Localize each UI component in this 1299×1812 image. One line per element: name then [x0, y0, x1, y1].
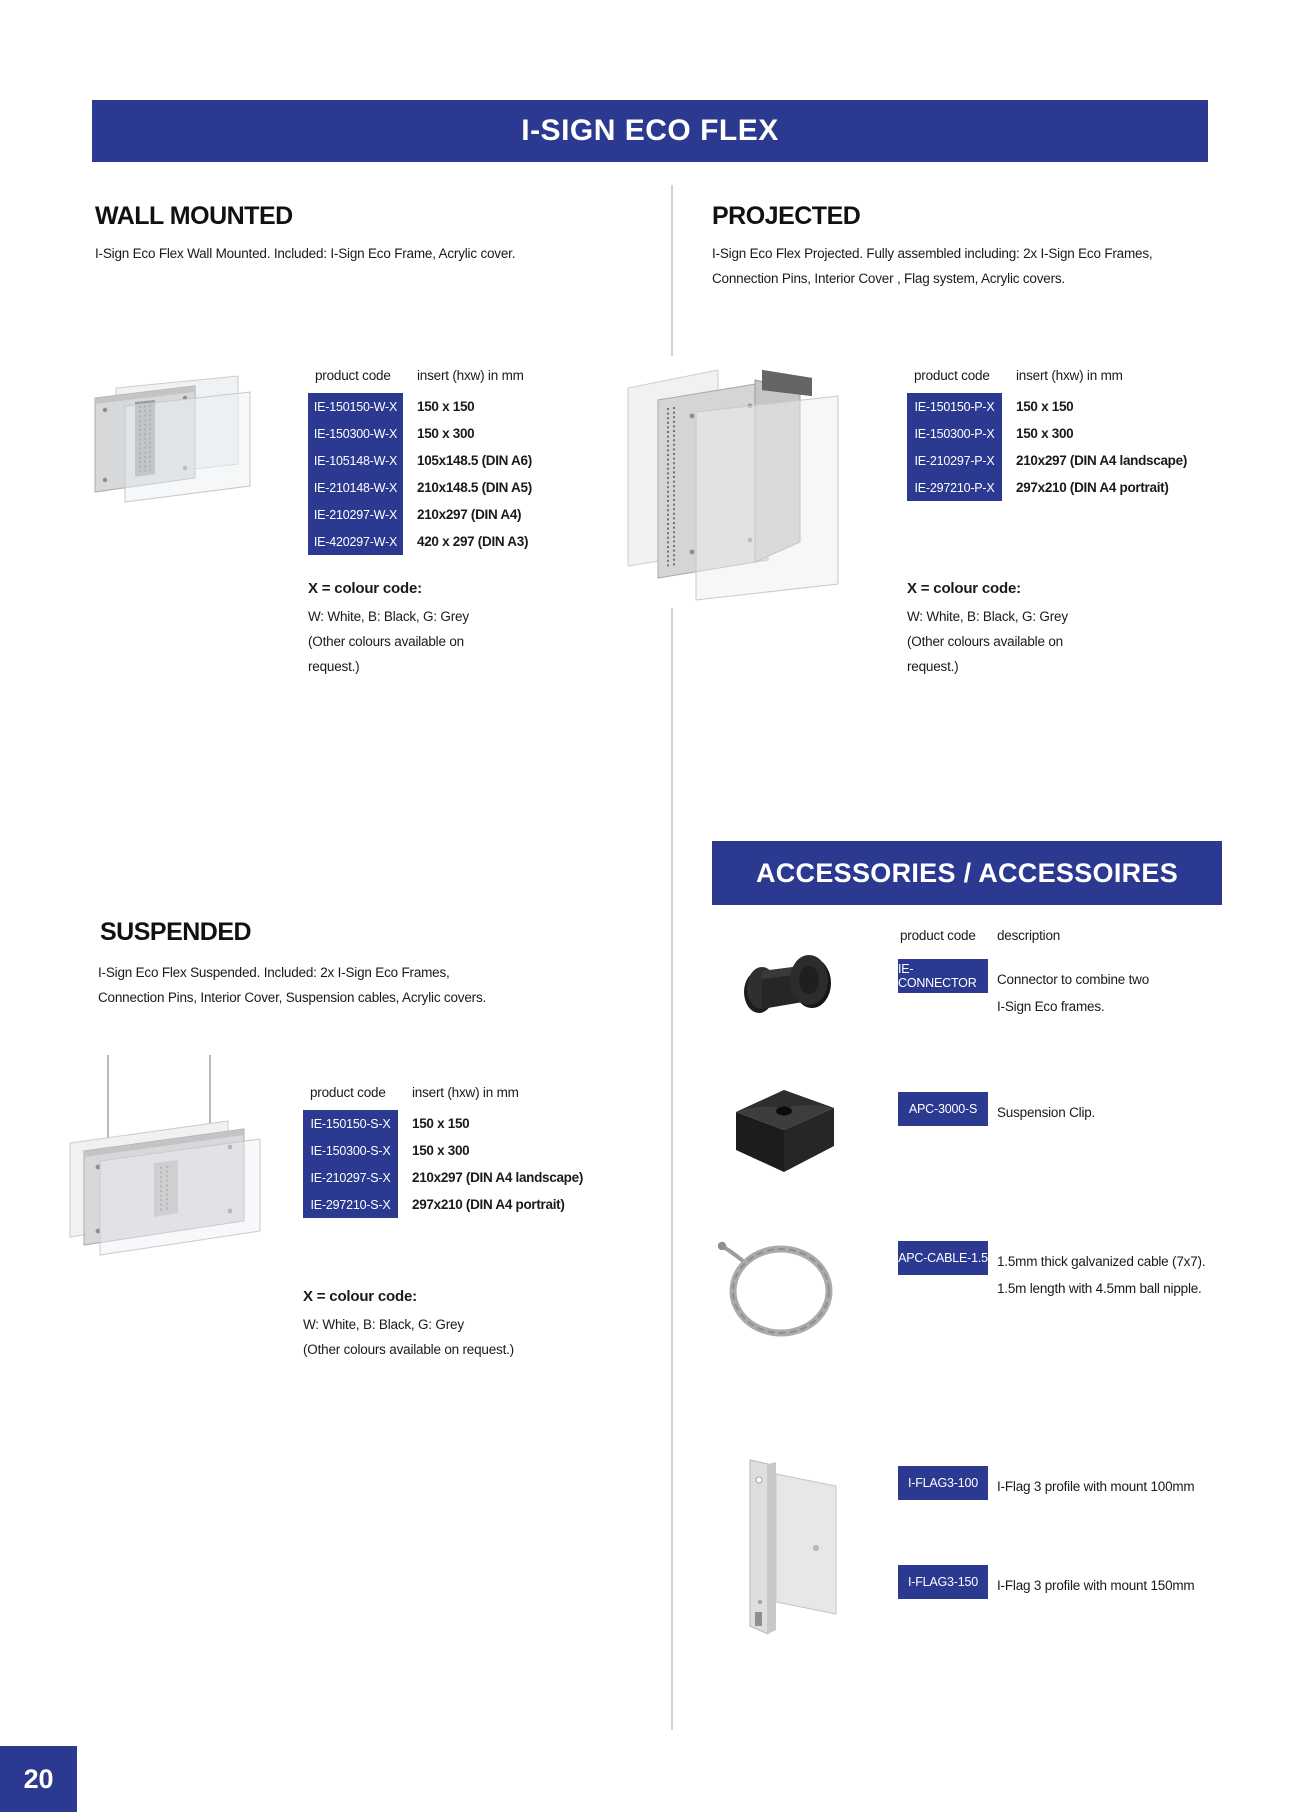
accessory-description-line1: 1.5mm thick galvanized cable (7x7).: [997, 1254, 1206, 1269]
accessory-description: [997, 1565, 1257, 1599]
accessory-description: [997, 1241, 1257, 1302]
insert-size-value: 150 x 150: [412, 1116, 470, 1131]
table-row: [308, 393, 532, 420]
product-code-cell: IE-CONNECTOR: [898, 959, 988, 993]
insert-size-value: 297x210 (DIN A4 portrait): [1016, 480, 1169, 495]
projected-colour-code-note: [907, 580, 1068, 679]
insert-size-value: 297x210 (DIN A4 portrait): [412, 1197, 565, 1212]
column-header-product-code: product code: [900, 928, 976, 943]
cable-product-image: [715, 1235, 841, 1341]
colour-code-line: request.): [308, 659, 360, 674]
accessory-description-line2: 1.5m length with 4.5mm ball nipple.: [997, 1281, 1202, 1296]
table-row: [303, 1191, 583, 1218]
table-row: [907, 420, 1187, 447]
product-code-cell: IE-150300-W-X: [308, 420, 403, 447]
table-header: [303, 1085, 583, 1110]
accessory-row-cable: [898, 1241, 1257, 1302]
connector-render-graphic: [733, 935, 848, 1037]
table-row: [308, 420, 532, 447]
cable-render-graphic: [715, 1235, 841, 1341]
suspended-product-image: [58, 1055, 273, 1297]
suspension-clip-render-graphic: [720, 1068, 846, 1194]
product-code-cell: APC-CABLE-1.5: [898, 1241, 988, 1275]
wall-frame-render-graphic: [78, 348, 268, 530]
colour-code-heading: X = colour code:: [907, 580, 1021, 597]
section-title-projected: PROJECTED: [712, 202, 861, 230]
insert-size-value: 150 x 150: [1016, 399, 1074, 414]
suspended-description-line1: I-Sign Eco Flex Suspended. Included: 2x I-Sign Eco Frames,: [98, 965, 450, 980]
colour-code-line: W: White, B: Black, G: Grey: [907, 609, 1068, 624]
accessory-row-flag3-100: [898, 1466, 1257, 1500]
product-code-cell: IE-150150-W-X: [308, 393, 403, 420]
connector-product-image: [733, 935, 848, 1037]
table-header: [907, 368, 1187, 393]
accessories-table-header: [898, 928, 1060, 943]
product-code-cell: IE-210297-W-X: [308, 501, 403, 528]
page-title: I-SIGN ECO FLEX: [521, 114, 779, 147]
suspension-clip-product-image: [720, 1068, 846, 1194]
colour-code-line: (Other colours available on: [308, 634, 464, 649]
product-code-cell: IE-105148-W-X: [308, 447, 403, 474]
insert-size-value: 150 x 300: [417, 426, 475, 441]
section-title-suspended: SUSPENDED: [100, 918, 252, 946]
projected-product-image: [600, 356, 878, 608]
insert-size-value: 210x297 (DIN A4 landscape): [412, 1170, 584, 1185]
colour-code-heading: X = colour code:: [303, 1288, 417, 1305]
colour-code-line: (Other colours available on: [907, 634, 1063, 649]
projected-spec-table: [907, 368, 1187, 501]
column-header-insert: insert (hxw) in mm: [412, 1085, 519, 1100]
product-code-cell: APC-3000-S: [898, 1092, 988, 1126]
accessory-description-line2: I-Sign Eco frames.: [997, 999, 1105, 1014]
colour-code-line: request.): [907, 659, 959, 674]
insert-size-value: 210x297 (DIN A4): [417, 507, 522, 522]
product-code-cell: IE-210297-P-X: [907, 447, 1002, 474]
product-code-cell: IE-210297-S-X: [303, 1164, 398, 1191]
wall-mounted-product-image: [78, 348, 268, 530]
product-code-cell: IE-150150-S-X: [303, 1110, 398, 1137]
flag-profile-render-graphic: [728, 1452, 846, 1637]
suspended-spec-table: [303, 1085, 583, 1218]
insert-size-value: 210x148.5 (DIN A5): [417, 480, 532, 495]
colour-code-line: W: White, B: Black, G: Grey: [308, 609, 469, 624]
accessory-description-line1: I-Flag 3 profile with mount 150mm: [997, 1578, 1195, 1593]
page-number-box: [0, 1746, 77, 1812]
insert-size-value: 150 x 150: [417, 399, 475, 414]
column-header-product-code: product code: [914, 368, 990, 383]
suspended-description: [98, 960, 638, 1010]
table-row: [308, 447, 532, 474]
product-code-cell: I-FLAG3-150: [898, 1565, 988, 1599]
suspended-colour-code-note: [303, 1288, 514, 1362]
suspended-frame-render-graphic: [58, 1055, 273, 1297]
page-number: 20: [23, 1763, 54, 1794]
insert-size-value: 105x148.5 (DIN A6): [417, 453, 532, 468]
column-header-insert: insert (hxw) in mm: [417, 368, 524, 383]
accessory-description: [997, 1466, 1257, 1500]
table-row: [907, 447, 1187, 474]
product-code-cell: IE-297210-S-X: [303, 1191, 398, 1218]
accessory-description: [997, 959, 1257, 1020]
table-row: [308, 528, 532, 555]
column-header-insert: insert (hxw) in mm: [1016, 368, 1123, 383]
projected-description-line2: Connection Pins, Interior Cover , Flag system, Acrylic covers.: [712, 271, 1065, 286]
projected-description-line1: I-Sign Eco Flex Projected. Fully assembled including: 2x I-Sign Eco Frames,: [712, 246, 1153, 261]
accessory-description-line1: Suspension Clip.: [997, 1105, 1096, 1120]
product-code-cell: IE-210148-W-X: [308, 474, 403, 501]
table-row: [907, 393, 1187, 420]
accessory-row-suspension-clip: [898, 1092, 1257, 1126]
product-code-cell: IE-150300-S-X: [303, 1137, 398, 1164]
product-code-cell: IE-150150-P-X: [907, 393, 1002, 420]
suspended-description-line2: Connection Pins, Interior Cover, Suspension cables, Acrylic covers.: [98, 990, 487, 1005]
table-row: [907, 474, 1187, 501]
accessory-description-line1: Connector to combine two: [997, 972, 1150, 987]
insert-size-value: 210x297 (DIN A4 landscape): [1016, 453, 1188, 468]
colour-code-line: W: White, B: Black, G: Grey: [303, 1317, 464, 1332]
product-code-cell: I-FLAG3-100: [898, 1466, 988, 1500]
insert-size-value: 150 x 300: [412, 1143, 470, 1158]
table-row: [303, 1110, 583, 1137]
table-row: [303, 1164, 583, 1191]
product-code-cell: IE-297210-P-X: [907, 474, 1002, 501]
product-code-cell: IE-150300-P-X: [907, 420, 1002, 447]
accessory-row-connector: [898, 959, 1257, 1020]
insert-size-value: 420 x 297 (DIN A3): [417, 534, 529, 549]
main-banner: [92, 100, 1208, 162]
projected-frame-render-graphic: [600, 356, 878, 608]
column-header-product-code: product code: [315, 368, 391, 383]
accessory-description-line1: I-Flag 3 profile with mount 100mm: [997, 1479, 1195, 1494]
projected-description: [712, 241, 1252, 291]
table-row: [308, 474, 532, 501]
column-header-description: description: [997, 928, 1061, 943]
accessory-row-flag3-150: [898, 1565, 1257, 1599]
wall-mounted-description: I-Sign Eco Flex Wall Mounted. Included: I-Sign Eco Frame, Acrylic cover.: [95, 246, 516, 261]
table-row: [308, 501, 532, 528]
table-header: [308, 368, 532, 393]
colour-code-line: (Other colours available on request.): [303, 1342, 514, 1357]
insert-size-value: 150 x 300: [1016, 426, 1074, 441]
wall-mounted-spec-table: [308, 368, 532, 555]
wall-colour-code-note: [308, 580, 469, 679]
column-header-product-code: product code: [310, 1085, 386, 1100]
flag-profile-product-image: [728, 1452, 846, 1637]
accessories-banner-title: ACCESSORIES / ACCESSOIRES: [755, 857, 1179, 888]
product-code-cell: IE-420297-W-X: [308, 528, 403, 555]
table-row: [303, 1137, 583, 1164]
accessories-banner: [712, 841, 1222, 905]
accessory-description: [997, 1092, 1257, 1126]
section-title-wall-mounted: WALL MOUNTED: [95, 202, 293, 230]
colour-code-heading: X = colour code:: [308, 580, 422, 597]
